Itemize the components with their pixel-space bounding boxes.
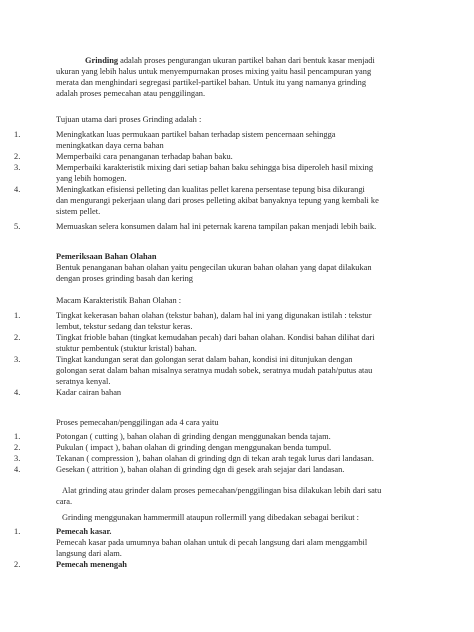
list-number: 2. [14,560,21,569]
intro-line-1: Grinding adalah proses pengurangan ukuran partikel bahan dari bentuk kasar menjadi [85,56,375,65]
list-number: 4. [14,465,21,474]
pemeriksaan-line: Bentuk penanganan bahan olahan yaitu pengecilan ukuran bahan olahan yang dapat dilakukan [56,263,372,272]
list-text: Tingkat frioble bahan (tingkat kemudahan pecah) dari bahan olahan. Kondisi bahan dilihat dari [56,333,375,342]
list-title: Pemecah menengah [56,560,127,569]
list-item [0,526,474,559]
list-number: 2. [14,152,21,161]
list-text: Memuaskan selera konsumen dalam hal ini peternak karena tampilan pakan menjadi lebih baik. [56,222,377,231]
list-number: 3. [14,163,21,172]
list-text: lembut, tekstur sedang dan tekstur keras. [56,322,193,331]
list-item [0,310,474,332]
list-number: 1. [14,527,21,536]
list-number: 2. [14,333,21,342]
hammermill-list [0,526,474,570]
list-text: meningkatkan daya cerna bahan [56,141,164,150]
list-number: 4. [14,185,21,194]
list-number: 3. [14,355,21,364]
pemeriksaan-section [0,251,474,284]
list-number: 1. [14,311,21,320]
list-item [0,387,474,398]
list-text: yang lebih homogen. [56,174,127,183]
list-text: langsung dari alam. [56,549,122,558]
list-item [0,221,474,232]
tujuan-heading-block [0,114,474,125]
list-text: stuktur pembentuk (stuktur kristal) bahan. [56,344,197,353]
karakteristik-list [0,310,474,398]
list-number: 5. [14,222,21,231]
list-title: Pemecah kasar. [56,527,112,536]
list-text: seratnya kenyal. [56,377,111,386]
list-text: sistem pellet. [56,207,101,216]
list-item [0,453,474,464]
list-text: Tingkat kekerasan bahan olahan (tekstur bahan), dalam hal ini yang digunakan istilah : tekstur [56,311,372,320]
list-number: 2. [14,443,21,452]
list-text: Potongan ( cutting ), bahan olahan di grinding dengan menggunakan benda tajam. [56,432,331,441]
list-text: Tingkat kandungan serat dan golongan serat dalam bahan, kondisi ini ditunjukan dengan [56,355,353,364]
list-number: 1. [14,432,21,441]
list-text: dan mengurangi pekerjaan ulang dari proses pelleting akibat banyaknya tepung yang kembali ke [56,196,379,205]
list-text: Kadar cairan bahan [56,388,122,397]
grinding-term: Grinding [85,56,119,65]
intro-line-4: adalah proses pemecahan atau penggilingan. [56,89,206,98]
pemeriksaan-line: dengan proses grinding basah dan kering [56,274,193,283]
list-item [0,151,474,162]
list-item [0,184,474,217]
pemecahan-heading: Proses pemecahan/penggilingan ada 4 cara yaitu [56,418,219,427]
intro-line-2: ukuran yang lebih halus untuk menyempurnakan proses mixing yaitu hasil pencampuran yang [56,67,372,76]
list-item [0,559,474,570]
list-text: Tekanan ( compression ), bahan olahan di grinding dgn di tekan arah tegak lurus dari landasan. [56,454,374,463]
list-text: Pemecah kasar pada umumnya bahan olahan untuk di pecah langsung dari alam menggambil [56,538,368,547]
list-text: Gesekan ( attrition ), bahan olahan di grinding dgn di gesek arah sejajar dari landasan. [56,465,345,474]
list-text: Meningkatkan efisiensi pelleting dan kualitas pellet karena persentase tepung bisa dikurangi [56,185,365,194]
pemecahan-heading-block [0,417,474,428]
list-text: Memperbaiki karakteristik mixing dari setiap bahan baku sehingga bisa diperoleh hasil mixing [56,163,374,172]
list-number: 4. [14,388,21,397]
list-text: Pukulan ( impact ), bahan olahan di grinding dengan menggunakan benda tumpul. [56,443,332,452]
intro-line-3: merata dan menghindari segregasi partikel-partikel bahan. Untuk itu yang namanya grinding [56,78,367,87]
karakteristik-heading: Macam Karakteristik Bahan Olahan : [56,296,182,305]
alat-paragraph [0,485,474,507]
list-item [0,354,474,387]
list-text: golongan serat dalam bahan misalnya seratnya mudah sobek, seratnya mudah patah/putus atau [56,366,373,375]
karakteristik-heading-block [0,295,474,306]
list-item [0,431,474,442]
list-item [0,129,474,151]
list-item [0,442,474,453]
list-text: Memperbaiki cara penanganan terhadap bahan baku. [56,152,233,161]
alat-line: cara. [56,497,73,506]
pemeriksaan-heading: Pemeriksaan Bahan Olahan [56,252,157,261]
list-item [0,464,474,475]
list-item [0,332,474,354]
tujuan-list [0,129,474,232]
hammermill-line: Grinding menggunakan hammermill ataupun rollermill yang dibedakan sebagai berikut : [62,513,359,522]
hammermill-line-block [0,512,474,523]
list-number: 1. [14,130,21,139]
alat-line: Alat grinding atau grinder dalam proses pemecahan/penggilingan bisa dilakukan lebih dari satu [62,486,382,495]
list-number: 3. [14,454,21,463]
tujuan-heading: Tujuan utama dari proses Grinding adalah : [56,115,202,124]
pemecahan-list [0,431,474,475]
intro-paragraph [0,55,474,99]
list-item [0,162,474,184]
list-text: Meningkatkan luas permukaan partikel bahan terhadap sistem pencernaan sehingga [56,130,336,139]
